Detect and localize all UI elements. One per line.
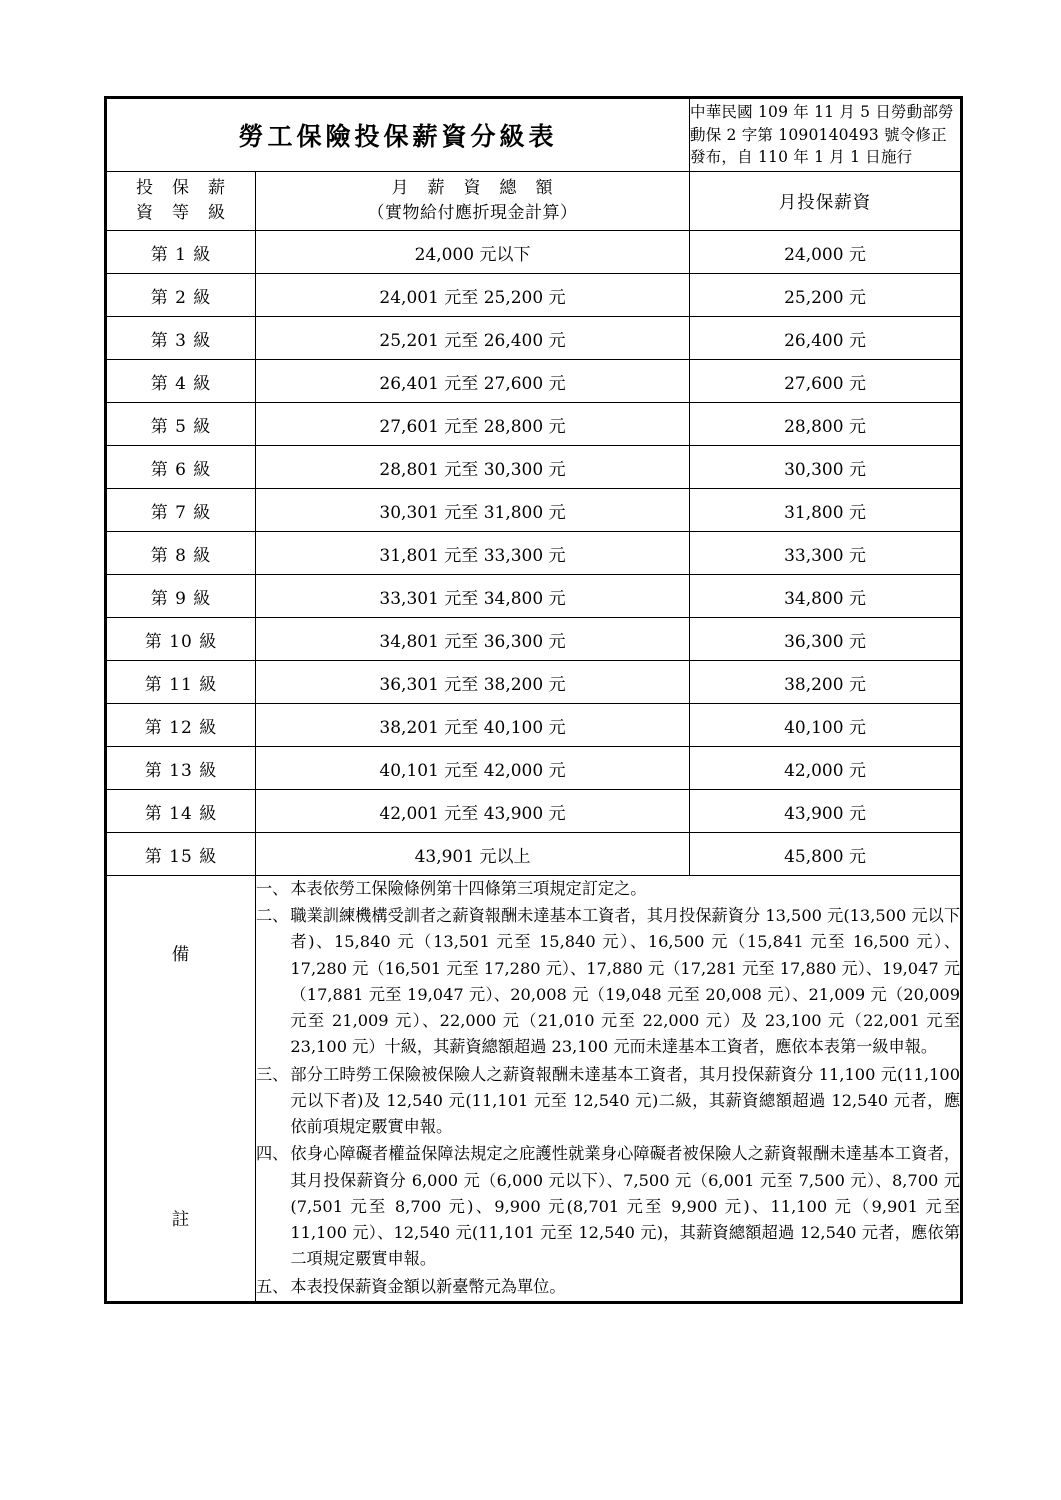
table-row [106, 790, 962, 833]
table-row [106, 833, 962, 876]
column-header-grade [106, 172, 256, 231]
note-item [256, 1274, 960, 1300]
table-row [106, 446, 962, 489]
table-row [106, 317, 962, 360]
page-title: 勞工保險投保薪資分級表 [106, 98, 690, 172]
note-item [256, 876, 960, 902]
table-row [106, 704, 962, 747]
cell-insured-salary: 33,300 元 [690, 532, 962, 575]
cell-grade: 第 12 級 [106, 704, 256, 747]
column-header-grade-line2: 資 等 級 [136, 203, 226, 223]
cell-grade: 第 15 級 [106, 833, 256, 876]
cell-salary-range: 26,401 元至 27,600 元 [256, 360, 690, 403]
notes-body [256, 876, 962, 1303]
cell-grade: 第 11 級 [106, 661, 256, 704]
note-text: 部分工時勞工保險被保險人之薪資報酬未達基本工資者，其月投保薪資分 11,100 元(11,100 元以下者)及 12,540 元(11,101 元至 12,540 元)二級，其薪資總額超過 12,540 元者，應依前項規定覈實申報。 [290, 1064, 961, 1137]
cell-insured-salary: 28,800 元 [690, 403, 962, 446]
note-item [256, 903, 960, 1060]
notes-label [106, 876, 256, 1303]
table-row [106, 360, 962, 403]
table-body [106, 98, 962, 1303]
column-header-salary-line1: 月 薪 資 總 額 [391, 177, 554, 198]
cell-salary-range: 30,301 元至 31,800 元 [256, 489, 690, 532]
table-row [106, 661, 962, 704]
cell-salary-range: 40,101 元至 42,000 元 [256, 747, 690, 790]
note-number: 五、 [256, 1276, 289, 1296]
cell-salary-range: 24,001 元至 25,200 元 [256, 274, 690, 317]
table-row [106, 618, 962, 661]
table-row [106, 274, 962, 317]
cell-grade: 第 1 級 [106, 231, 256, 274]
cell-salary-range: 42,001 元至 43,900 元 [256, 790, 690, 833]
cell-grade: 第 14 級 [106, 790, 256, 833]
note-text: 依身心障礙者權益保障法規定之庇護性就業身心障礙者被保險人之薪資報酬未達基本工資者，其月投保薪資分 6,000 元（6,000 元以下）、7,500 元（6,001 元至 7,500 元）、8,700 元(7,501 元至 8,700 元)、9,900 元(8,701 元至 9,900 元)、11,100 元（9,901 元至 11,100 元）、12,540 元(11,101 元至 12,540 元)，其薪資總額超過 12,540 元者，應依第二項規定覈實申報。 [290, 1144, 961, 1269]
table-row [106, 747, 962, 790]
table-row [106, 231, 962, 274]
notes-row [106, 876, 962, 1303]
note-number: 二、 [256, 906, 289, 926]
note-text: 本表投保薪資金額以新臺幣元為單位。 [290, 1276, 566, 1296]
note-number: 四、 [256, 1144, 289, 1164]
cell-grade: 第 5 級 [106, 403, 256, 446]
cell-insured-salary: 30,300 元 [690, 446, 962, 489]
cell-grade: 第 6 級 [106, 446, 256, 489]
column-header-insured-salary: 月投保薪資 [690, 172, 962, 231]
cell-salary-range: 36,301 元至 38,200 元 [256, 661, 690, 704]
title-row [106, 98, 962, 172]
cell-insured-salary: 34,800 元 [690, 575, 962, 618]
cell-salary-range: 43,901 元以上 [256, 833, 690, 876]
cell-grade: 第 13 級 [106, 747, 256, 790]
table-row [106, 403, 962, 446]
note-number: 三、 [256, 1064, 289, 1084]
cell-salary-range: 28,801 元至 30,300 元 [256, 446, 690, 489]
cell-insured-salary: 26,400 元 [690, 317, 962, 360]
cell-grade: 第 3 級 [106, 317, 256, 360]
promulgation-note: 中華民國 109 年 11 月 5 日勞動部勞動保 2 字第 1090140493 號令修正發布，自 110 年 1 月 1 日施行 [690, 98, 962, 172]
cell-salary-range: 31,801 元至 33,300 元 [256, 532, 690, 575]
cell-insured-salary: 24,000 元 [690, 231, 962, 274]
cell-salary-range: 38,201 元至 40,100 元 [256, 704, 690, 747]
cell-salary-range: 33,301 元至 34,800 元 [256, 575, 690, 618]
notes-label-spacer [107, 973, 255, 1203]
cell-insured-salary: 25,200 元 [690, 274, 962, 317]
column-header-salary [256, 172, 690, 231]
note-number: 一、 [256, 879, 289, 898]
note-text: 職業訓練機構受訓者之薪資報酬未達基本工資者，其月投保薪資分 13,500 元(13,500 元以下者)、15,840 元（13,501 元至 15,840 元）、16,500 元（15,841 元至 16,500 元）、17,280 元（16,501 元至 17,280 元）、17,880 元（17,281 元至 17,880 元）、19,047 元（17,881 元至 19,047 元）、20,008 元（19,048 元至 20,008 元）、21,009 元（20,009 元至 21,009 元）、22,000 元（21,010 元至 22,000 元）及 23,100 元（22,001 元至 23,100 元）十級，其薪資總額超過 23,100 元而未達基本工資者，應依本表第一級申報。 [290, 906, 961, 1057]
cell-grade: 第 7 級 [106, 489, 256, 532]
notes-label-line2: 註 [171, 1210, 191, 1231]
cell-insured-salary: 43,900 元 [690, 790, 962, 833]
cell-insured-salary: 31,800 元 [690, 489, 962, 532]
cell-insured-salary: 40,100 元 [690, 704, 962, 747]
note-item [256, 1062, 960, 1141]
header-row [106, 172, 962, 231]
cell-salary-range: 34,801 元至 36,300 元 [256, 618, 690, 661]
cell-salary-range: 27,601 元至 28,800 元 [256, 403, 690, 446]
column-header-salary-line2: （實物給付應折現金計算） [367, 203, 578, 223]
table-row [106, 532, 962, 575]
cell-grade: 第 8 級 [106, 532, 256, 575]
insurance-salary-grade-table [104, 96, 963, 1304]
cell-grade: 第 10 級 [106, 618, 256, 661]
column-header-grade-line1: 投 保 薪 [136, 177, 226, 198]
note-item [256, 1141, 960, 1272]
note-text: 本表依勞工保險條例第十四條第三項規定訂定之。 [290, 879, 647, 898]
cell-salary-range: 25,201 元至 26,400 元 [256, 317, 690, 360]
table-row [106, 575, 962, 618]
cell-insured-salary: 27,600 元 [690, 360, 962, 403]
notes-label-line1: 備 [171, 945, 191, 966]
cell-insured-salary: 38,200 元 [690, 661, 962, 704]
cell-salary-range: 24,000 元以下 [256, 231, 690, 274]
table-row [106, 489, 962, 532]
cell-insured-salary: 36,300 元 [690, 618, 962, 661]
cell-insured-salary: 42,000 元 [690, 747, 962, 790]
cell-grade: 第 4 級 [106, 360, 256, 403]
cell-insured-salary: 45,800 元 [690, 833, 962, 876]
cell-grade: 第 2 級 [106, 274, 256, 317]
cell-grade: 第 9 級 [106, 575, 256, 618]
